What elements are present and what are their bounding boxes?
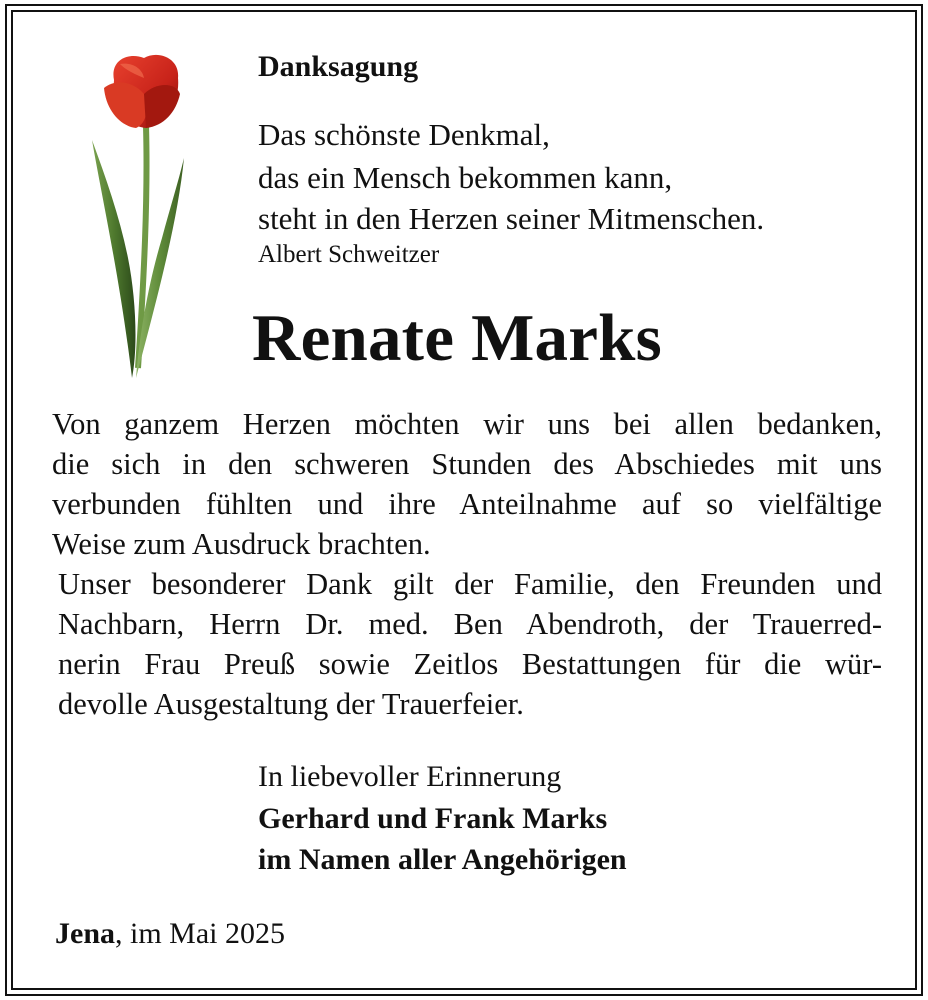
body-line: verbunden fühlten und ihre Anteilnahme auf so vielfältige xyxy=(52,487,882,521)
quote-author: Albert Schweitzer xyxy=(258,241,440,268)
body-line: nerin Frau Preuß sowie Zeitlos Bestattungen für die wür- xyxy=(58,647,882,681)
closing-signatories: Gerhard und Frank Marks xyxy=(258,802,608,835)
quote-line-2: das ein Mensch bekommen kann, xyxy=(258,160,673,195)
body-line: Von ganzem Herzen möchten wir uns bei allen bedanken, xyxy=(52,407,882,441)
body-line: Unser besonderer Dank gilt der Familie, den Freunden und xyxy=(58,567,882,601)
thanks-body xyxy=(52,404,882,724)
place-name: Jena xyxy=(55,917,115,950)
place-and-date xyxy=(55,917,285,951)
quote-line-3: steht in den Herzen seiner Mitmenschen. xyxy=(258,201,765,236)
tulip-icon xyxy=(80,48,200,384)
quote-line-1: Das schönste Denkmal, xyxy=(258,117,550,152)
closing-line-1: In liebevoller Erinnerung xyxy=(258,760,562,793)
deceased-name: Renate Marks xyxy=(252,301,662,375)
date-text: , im Mai 2025 xyxy=(115,917,285,950)
body-line: Nachbarn, Herrn Dr. med. Ben Abendroth, der Trauerred- xyxy=(58,607,882,641)
heading: Danksagung xyxy=(258,50,419,83)
closing-line-3: im Namen aller Angehörigen xyxy=(258,843,627,876)
body-line: die sich in den schweren Stunden des Abschiedes mit uns xyxy=(52,447,882,481)
body-line: devolle Ausgestaltung der Trauerfeier. xyxy=(58,687,524,721)
body-line: Weise zum Ausdruck brachten. xyxy=(52,527,431,561)
